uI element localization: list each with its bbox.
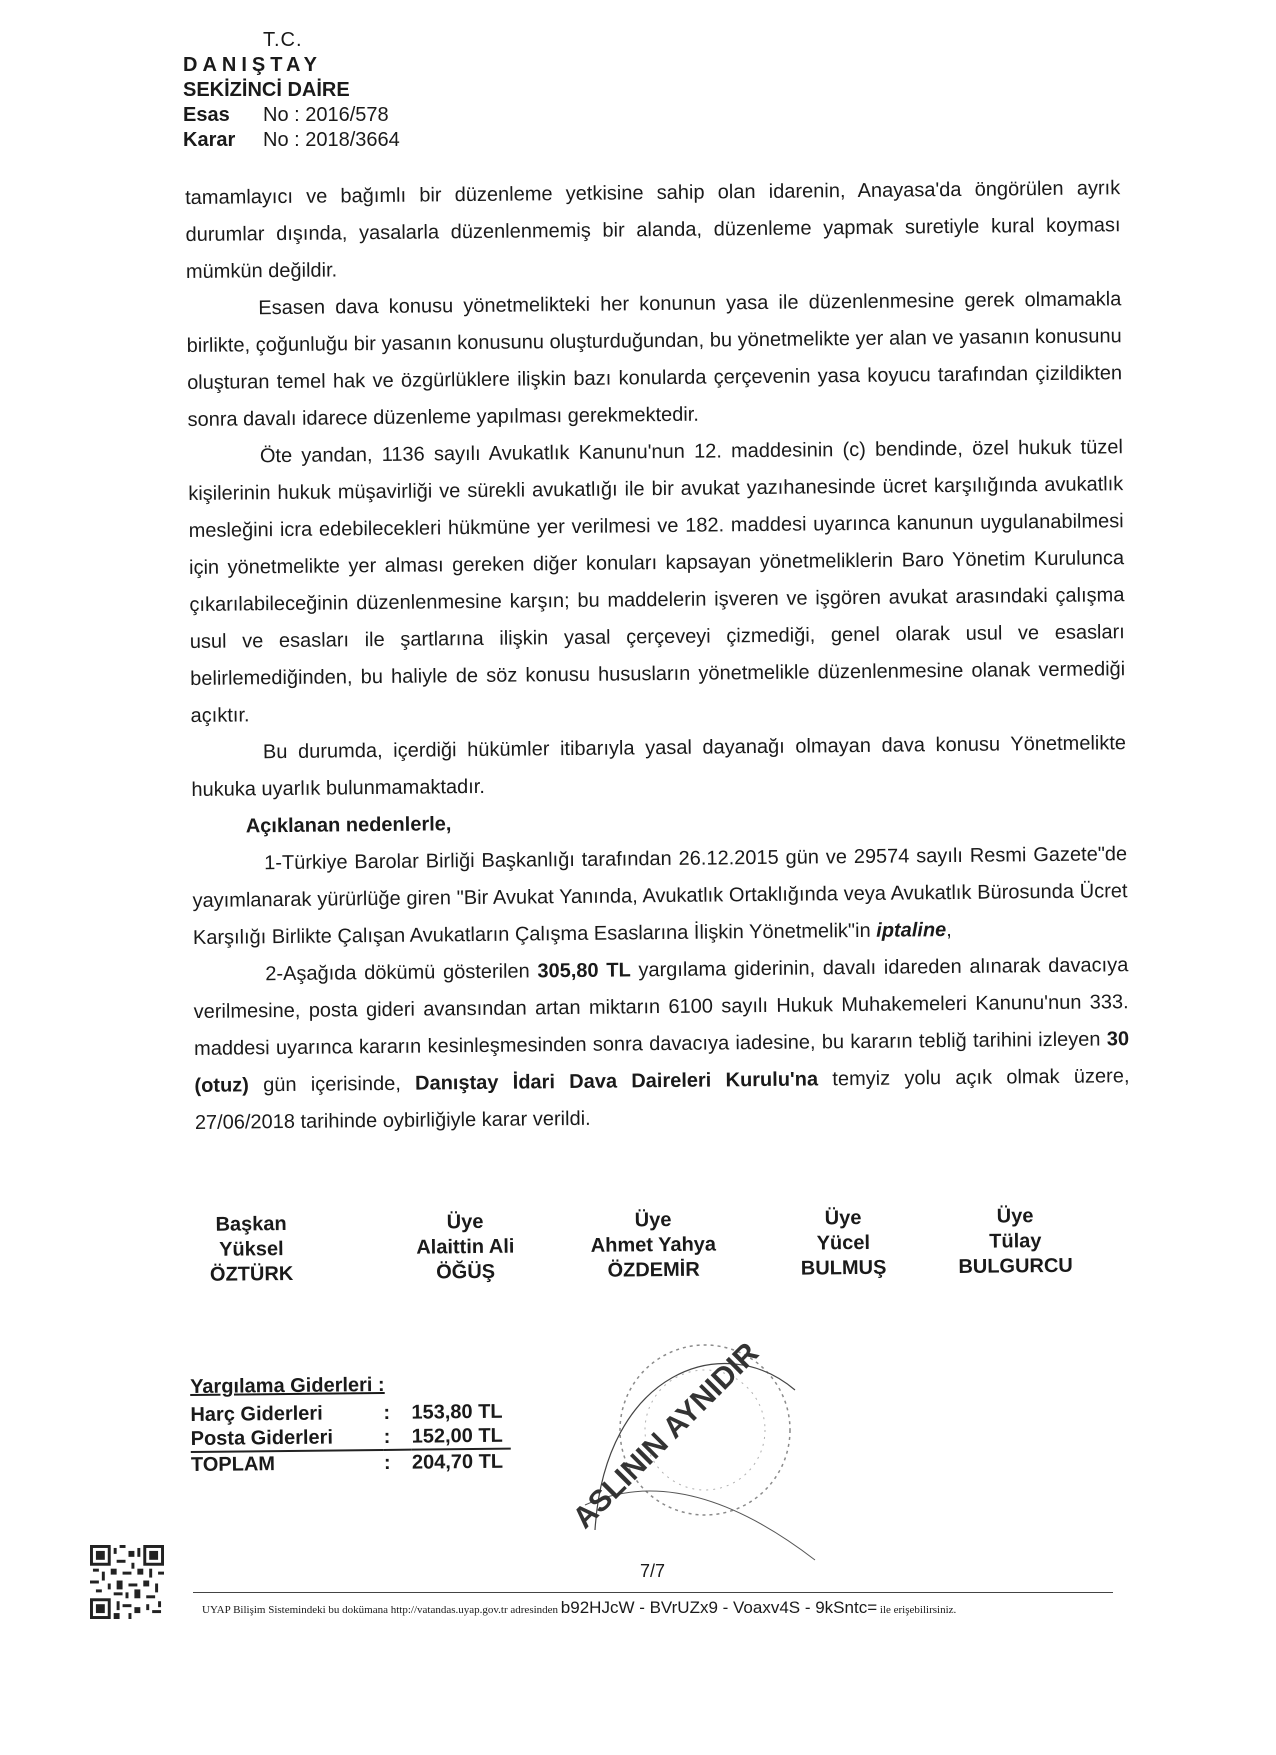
ruling-2-b: yargılama giderinin, davalı idareden alınarak davacıya verilmesine, posta gideri avansından artan miktarın 6100 sayılı Hukuk Muhakemeleri Kanunu'nun 333. maddesi uyarınca kararın kesinleşmesinden sonra davacıya iadesine, bu kararın tebliğ tarihini izleyen bbox=[193, 954, 1129, 1060]
document-header bbox=[183, 28, 400, 153]
signature-role: Üye bbox=[824, 1206, 862, 1230]
cost-label: Posta Giderleri bbox=[191, 1425, 384, 1452]
signature-first-name: Alaittin Ali bbox=[416, 1235, 515, 1259]
paragraph-1: tamamlayıcı ve bağımlı bir düzenleme yetkisine sahip olan idarenin, Anayasa'da öngörülen ayrık durumlar dışında, yasalarla düzenlenmemiş bir alanda, düzenleme yapmak suretiyle kural koyması mümkün değildir. bbox=[185, 177, 1121, 283]
certified-copy-stamp bbox=[565, 1330, 825, 1580]
signature-block bbox=[0, 1202, 1276, 1315]
cost-value: 153,80 TL bbox=[411, 1400, 503, 1424]
signature-first-name: Yücel bbox=[816, 1231, 871, 1255]
esas-row bbox=[183, 103, 400, 128]
signature-last-name: ÖĞÜŞ bbox=[436, 1260, 496, 1284]
cost-rows bbox=[190, 1400, 511, 1477]
karar-number: No : 2018/3664 bbox=[263, 129, 400, 151]
ruling-item-2 bbox=[193, 947, 1130, 1142]
signature-member-2 bbox=[553, 1207, 754, 1284]
cost-row bbox=[190, 1400, 510, 1427]
paragraph-4: Bu durumda, içerdiği hükümler itibarıyla yasal dayanağı olmayan dava konusu Yönetmelikte hukuka uyarlık bulunmamaktadır. bbox=[191, 732, 1127, 801]
esas-label: Esas bbox=[183, 104, 230, 126]
cost-value: 152,00 TL bbox=[412, 1424, 511, 1450]
esas-number: No : 2016/578 bbox=[263, 104, 389, 126]
verification-code: b92HJcW - BVrUZx9 - Voaxv4S - 9kSntc= bbox=[560, 1598, 878, 1617]
cost-table bbox=[190, 1372, 511, 1477]
signature-last-name: ÖZDEMİR bbox=[607, 1258, 700, 1282]
ruling-item-1 bbox=[192, 836, 1128, 957]
ruling-1-text: 1-Türkiye Barolar Birliği Başkanlığı tarafından 26.12.2015 gün ve 29574 sayılı Resmi Gazete"de yayımlanarak yürürlüğe giren "Bir Avukat Yanında, Avukatlık Ortaklığında veya Avukatlık Bürosunda Ücret Karşılığı Birlikte Çalışan Avukatların Çalışma Esaslarına İlişkin Yönetmelik"in bbox=[192, 843, 1128, 949]
karar-label: Karar bbox=[183, 129, 236, 151]
appeal-court: Danıştay İdari Dava Daireleri Kurulu'na bbox=[414, 1068, 819, 1095]
cost-label: Harç Giderleri bbox=[190, 1402, 323, 1426]
cost-row bbox=[191, 1424, 511, 1452]
conclusion-heading: Açıklanan nedenlerle, bbox=[245, 813, 452, 838]
footer-divider bbox=[193, 1592, 1113, 1593]
tc-label: T.C. bbox=[263, 29, 303, 51]
signature-role: Başkan bbox=[215, 1212, 287, 1236]
signature-president bbox=[151, 1211, 352, 1288]
court-name: DANIŞTAY bbox=[183, 54, 322, 76]
page-number: 7/7 bbox=[640, 1561, 666, 1581]
signature-first-name: Tülay bbox=[989, 1230, 1042, 1253]
cost-title: Yargılama Giderleri : bbox=[190, 1373, 385, 1398]
appeal-days: 30 (otuz) bbox=[194, 1028, 1130, 1097]
cost-colon: : bbox=[383, 1451, 391, 1474]
signature-member-3 bbox=[743, 1205, 944, 1282]
cost-colon: : bbox=[384, 1425, 412, 1450]
paragraph-2: Esasen dava konusu yönetmelikteki her konunun yasa ile düzenlenmesine gerek olmamakla birlikte, çoğunluğu bir yasanın konusunu oluşturduğundan, bu yönetmelikte yer alan ve yasanın konusunu oluşturan temel hak ve özgürlüklere ilişkin bazı konularda çerçevenin yasa koyucu tarafından çizildikten sonra davalı idarece düzenleme yapılması gerekmektedir. bbox=[186, 288, 1123, 431]
chamber-name: SEKİZİNCİ DAİRE bbox=[183, 79, 350, 101]
cost-label: TOPLAM bbox=[190, 1453, 276, 1476]
signature-member-1 bbox=[365, 1209, 566, 1286]
signature-member-4 bbox=[915, 1203, 1116, 1280]
iptal-emphasis: iptaline bbox=[876, 919, 947, 942]
signature-last-name: BULGURCU bbox=[958, 1254, 1073, 1278]
signature-last-name: ÖZTÜRK bbox=[209, 1262, 294, 1286]
footer-text-suffix: ile erişebilirsiniz. bbox=[879, 1604, 957, 1616]
signature-role: Üye bbox=[634, 1208, 672, 1232]
stamp-text: ASLININ AYNIDIR bbox=[566, 1336, 766, 1535]
signature-first-name: Ahmet Yahya bbox=[590, 1233, 717, 1257]
ruling-2-c: gün içerisinde, bbox=[248, 1072, 416, 1097]
signature-role: Üye bbox=[446, 1210, 484, 1234]
cost-colon: : bbox=[383, 1401, 391, 1424]
ruling-2-d: temyiz yolu açık olmak üzere, 27/06/2018 tarihinde oybirliğiyle karar verildi. bbox=[194, 1065, 1130, 1134]
expense-amount: 305,80 TL bbox=[537, 959, 631, 983]
karar-row bbox=[183, 128, 400, 153]
signature-last-name: BULMUŞ bbox=[800, 1256, 887, 1280]
decision-body bbox=[185, 170, 1130, 1142]
cost-row bbox=[191, 1449, 511, 1477]
cost-value: 204,70 TL bbox=[411, 1450, 504, 1474]
qr-code-icon bbox=[90, 1545, 164, 1619]
footer-text-prefix: UYAP Bilişim Sistemindeki bu dokümana http://vatandas.uyap.gov.tr adresinden bbox=[202, 1604, 559, 1616]
paragraph-3: Öte yandan, 1136 sayılı Avukatlık Kanunu'nun 12. maddesinin (c) bendinde, özel hukuk tüzel kişilerinin hukuk müşavirliği ve sürekli avukatlığı ile bir avukat yazıhanesinde ücret karşılığında avukatlık mesleğini icra edebilecekleri hükmüne yer verilmesi ve 182. maddesi uyarınca kanunun uygulanabilmesi için yönetmelikte yer alması gereken diğer konuları kapsayan yönetmeliklerin Baro Yönetim Kurulunca çıkarılabileceğinin düzenlenmesine karşın; bu maddelerin işveren ve işgören avukat arasındaki çalışma usul ve esasları ile şartlarına ilişkin yasal çerçeveyi çizmediği, genel olarak usul ve esasları belirlemediğinden, bu haliyle de söz konusu hususların yönetmelikle düzenlenmesine olanak vermediği açıktır. bbox=[188, 436, 1126, 727]
verification-footer bbox=[202, 1598, 956, 1618]
signature-first-name: Yüksel bbox=[219, 1238, 284, 1261]
ruling-2-a: 2-Aşağıda dökümü gösterilen bbox=[265, 960, 538, 986]
signature-role: Üye bbox=[996, 1205, 1034, 1228]
ruling-1-end: , bbox=[946, 919, 952, 942]
